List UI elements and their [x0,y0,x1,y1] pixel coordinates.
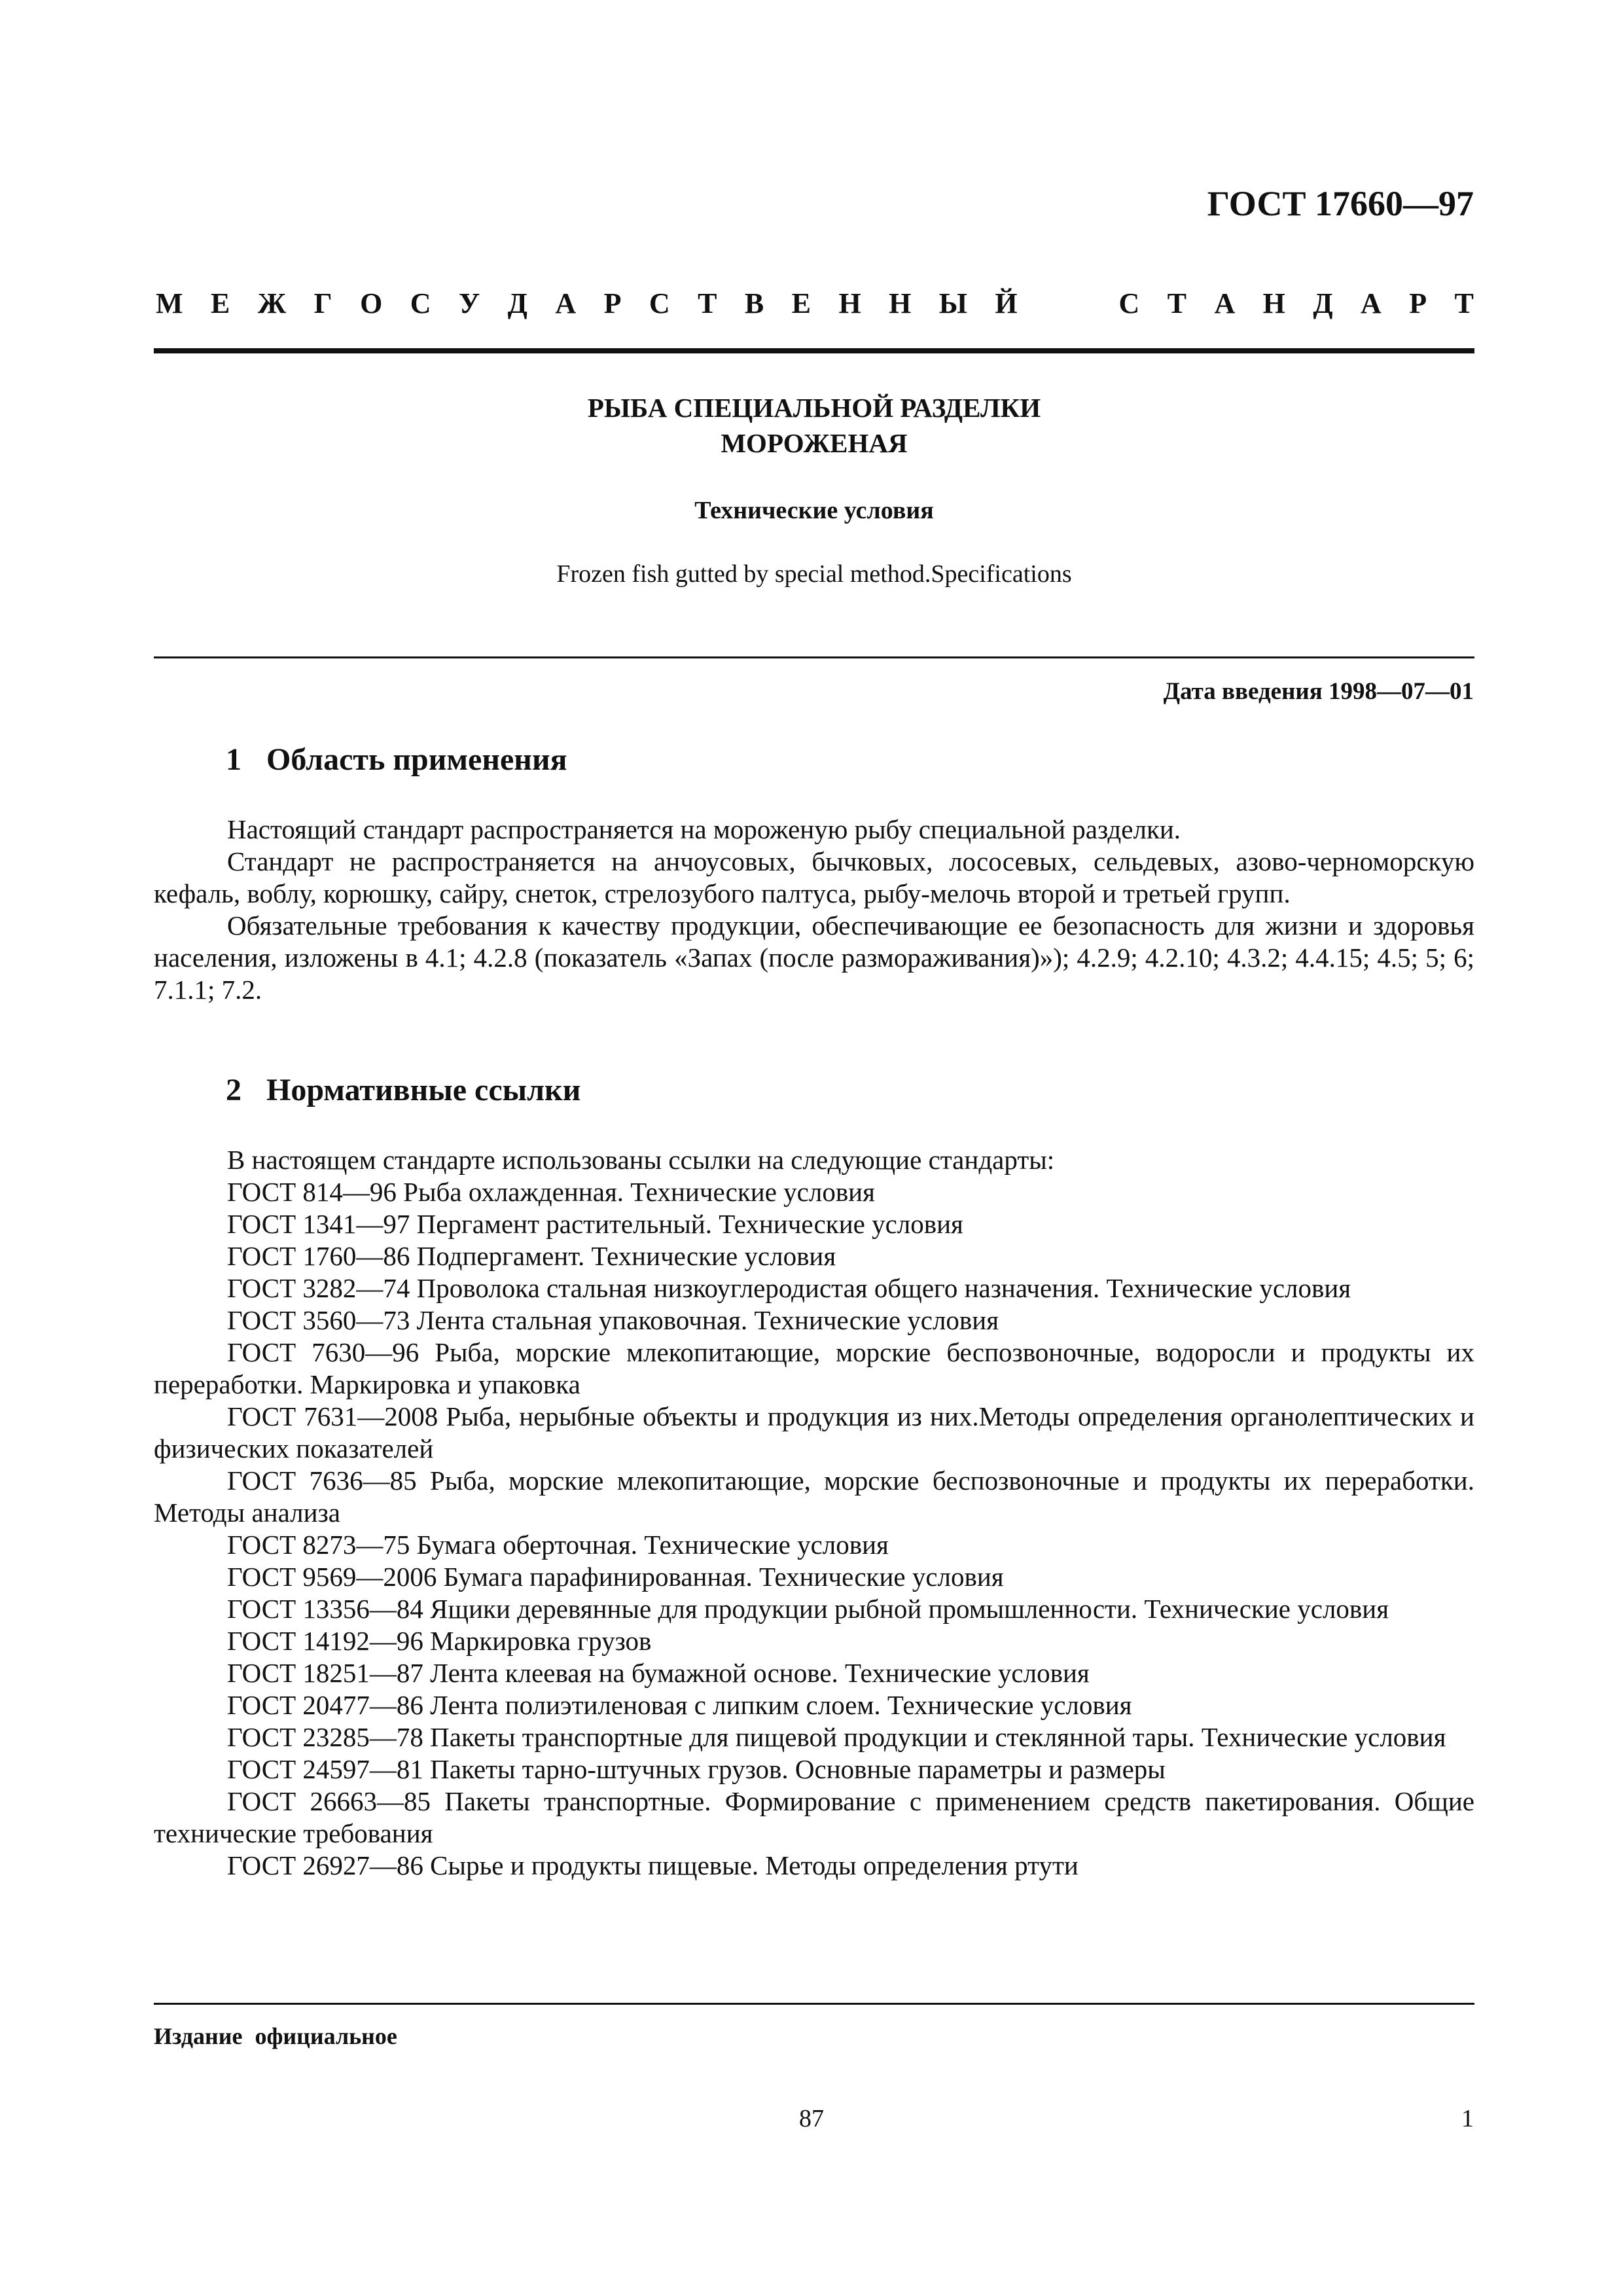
letter: А [1361,287,1382,319]
letter: Т [1454,287,1474,319]
footer-divider [154,2003,1474,2005]
reference-item: ГОСТ 3282—74 Проволока стальная низкоуглеродистая общего назначения. Технические условия [227,1273,1351,1303]
reference-item: ГОСТ 26927—86 Сырье и продукты пищевые. Методы определения ртути [227,1850,1079,1880]
page-number-right: 1 [1461,2105,1474,2132]
reference-item: ГОСТ 20477—86 Лента полиэтиленовая с липким слоем. Технические условия [227,1690,1132,1720]
section-number: 1 [226,742,241,777]
section-number: 2 [226,1073,241,1107]
document-subtitle: Технические условия [694,497,934,524]
edition-note: Издание официальное [154,2023,397,2049]
reference-item: ГОСТ 1760—86 Подпергамент. Технические условия [227,1241,836,1271]
word-gap [1045,287,1091,320]
title-divider [154,656,1474,658]
section-title: Нормативные ссылки [266,1073,581,1107]
reference-item: ГОСТ 14192—96 Маркировка грузов [227,1626,652,1656]
reference-item: ГОСТ 23285—78 Пакеты транспортные для пищевой продукции и стеклянной тары. Технические условия [227,1722,1446,1752]
letter: Ы [938,287,967,319]
english-title: Frozen fish gutted by special method.Specifications [556,560,1072,588]
letter: А [555,287,577,319]
scope-section-body [154,814,1474,1006]
reference-item: ГОСТ 3560—73 Лента стальная упаковочная. Технические условия [227,1305,999,1335]
letter: Р [1409,287,1427,319]
letter: М [156,287,183,319]
letter: С [1118,287,1140,319]
letter: С [410,287,431,319]
letter: Й [995,287,1018,319]
reference-item: ГОСТ 13356—84 Ящики деревянные для продукции рыбной промышленности. Технические условия [227,1594,1389,1624]
letter: У [458,287,480,319]
header-divider [154,348,1474,353]
reference-item: ГОСТ 7636—85 Рыба, морские млекопитающие, морские беспозвоночные и продукты их переработки. Методы анализа [154,1465,1474,1528]
paragraph: Обязательные требования к качеству продукции, обеспечивающие ее безопасность для жизни и здоровья населения, изложены в 4.1; 4.2.8 (показатель «Запах (после размораживания)»); 4.2.9; 4.2.10; 4.3.2; 4.4.15; 4.5; 5; 6; 7.1.1; 7.2. [154,910,1474,1005]
paragraph: Стандарт не распространяется на анчоусовых, бычковых, лососевых, сельдевых, азово-черноморскую кефаль, воблу, корюшку, сайру, снеток, стрелозубого палтуса, рыбу-мелочь второй и третьей групп. [154,846,1474,908]
reference-item: ГОСТ 18251—87 Лента клеевая на бумажной основе. Технические условия [227,1658,1090,1688]
reference-item: ГОСТ 9569—2006 Бумага парафинированная. Технические условия [227,1562,1004,1592]
references-section-body [154,1144,1474,1882]
letter: Н [838,287,861,319]
standard-type-heading [156,287,1474,320]
references-intro: В настоящем стандарте использованы ссылки на следующие стандарты: [227,1145,1055,1175]
letter: В [744,287,764,319]
reference-item: ГОСТ 26663—85 Пакеты транспортные. Формирование с применением средств пакетирования. Общие технические требования [154,1786,1474,1848]
letter: Ж [257,287,287,319]
letter: Е [791,287,812,319]
introduction-date: Дата введения 1998—07—01 [1163,678,1474,705]
reference-item: ГОСТ 8273—75 Бумага оберточная. Технические условия [227,1530,889,1560]
section-title: Область применения [266,742,567,777]
document-title-line1: РЫБА СПЕЦИАЛЬНОЙ РАЗДЕЛКИ [587,393,1041,423]
reference-item: ГОСТ 1341—97 Пергамент растительный. Технические условия [227,1209,963,1239]
reference-item: ГОСТ 7631—2008 Рыба, нерыбные объекты и продукция из них.Методы определения органолептических и физических показателей [154,1401,1474,1463]
document-title-line2: МОРОЖЕНАЯ [721,428,908,458]
letter: С [649,287,670,319]
letter: Д [507,287,527,319]
letter: Е [210,287,230,319]
reference-item: ГОСТ 814—96 Рыба охлажденная. Технические условия [227,1177,875,1207]
letter: Г [313,287,332,319]
letter: А [1214,287,1236,319]
reference-item: ГОСТ 7630—96 Рыба, морские млекопитающие, морские беспозвоночные, водоросли и продукты их переработки. Маркировка и упаковка [154,1337,1474,1399]
letter: Т [698,287,717,319]
letter: Н [1262,287,1285,319]
letter: Т [1167,287,1187,319]
page-number-center: 87 [799,2105,824,2132]
paragraph: Настоящий стандарт распространяется на мороженую рыбу специальной разделки. [227,814,1181,844]
letter: Р [603,287,622,319]
document-code: ГОСТ 17660—97 [1207,184,1474,223]
letter: Н [889,287,912,319]
letter: О [360,287,383,319]
letter: Д [1313,287,1333,319]
section-heading-scope [226,742,567,778]
reference-item: ГОСТ 24597—81 Пакеты тарно-штучных грузов. Основные параметры и размеры [227,1754,1166,1784]
section-heading-references [226,1072,580,1108]
